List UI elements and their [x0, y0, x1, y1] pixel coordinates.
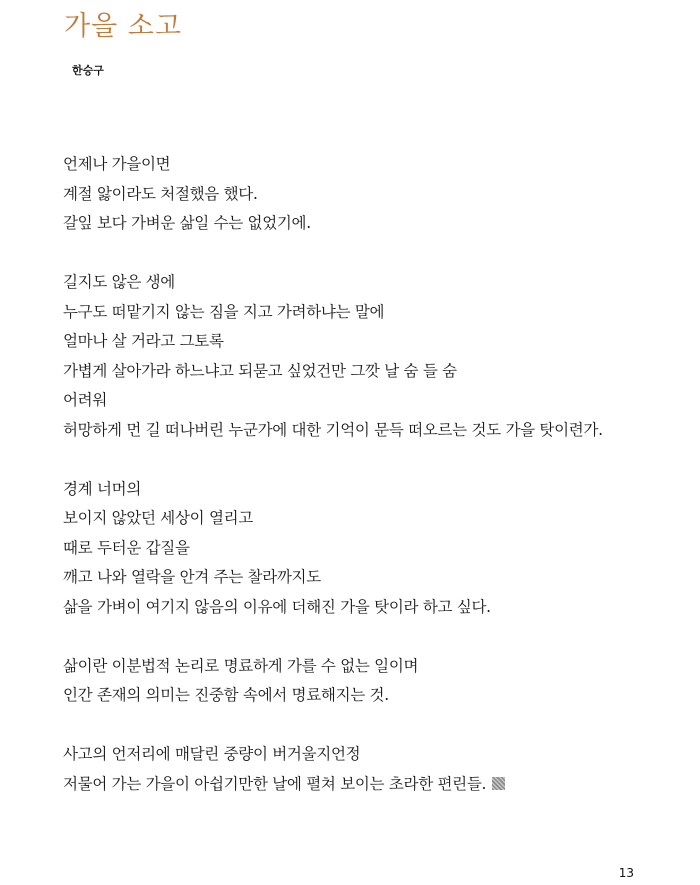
stanza-5: [63, 740, 663, 799]
poem-title: 가을 소고: [64, 11, 182, 42]
end-mark-icon: [492, 777, 505, 790]
stanza-4: [63, 652, 663, 711]
poem-line: 인간 존재의 의미는 진중함 속에서 명료해지는 것.: [63, 686, 389, 704]
poem-line: 허망하게 먼 길 떠나버린 누군가에 대한 기억이 문득 떠오르는 것도 가을 탓이련가.: [63, 420, 603, 439]
stanza-gap: [63, 239, 663, 269]
poem-body: [63, 150, 663, 799]
poem-line: 언제나 가을이면: [63, 155, 171, 173]
poem-line-last: [63, 770, 663, 800]
poem-line: 삶이란 이분법적 논리로 명료하게 가를 수 없는 일이며: [63, 656, 419, 675]
poem-line: 때로 두터운 갑질을: [63, 538, 190, 557]
poem-line: 경계 너머의: [63, 479, 141, 498]
stanza-gap: [63, 711, 663, 741]
stanza-1: [63, 150, 663, 239]
poem-line: 어려워: [63, 391, 108, 409]
poem-line: 갈잎 보다 가벼운 삶일 수는 없었기에.: [63, 214, 311, 232]
stanza-3: [63, 475, 663, 623]
poem-line-text: 저물어 가는 가을이 아쉽기만한 날에 펼쳐 보이는 초라한 편린들.: [63, 774, 487, 793]
author-name: 한승구: [72, 64, 104, 77]
poem-line: 계절 앓이라도 처절했음 했다.: [63, 184, 258, 203]
poem-line: 얼마나 살 거라고 그토록: [63, 332, 224, 350]
stanza-gap: [63, 445, 663, 475]
poem-line: 누구도 떠맡기지 않는 짐을 지고 가려하냐는 말에: [63, 302, 385, 321]
poem-line: 가볍게 살아가라 하느냐고 되묻고 싶었건만 그깟 날 숨 들 숨: [63, 361, 457, 380]
poem-line: 삶을 가벼이 여기지 않음의 이유에 더해진 가을 탓이라 하고 싶다.: [63, 597, 491, 616]
page-number: 13: [618, 866, 634, 880]
stanza-gap: [63, 622, 663, 652]
poem-line: 사고의 언저리에 매달린 중량이 버거울지언정: [63, 745, 361, 763]
poem-line: 보이지 않았던 세상이 열리고: [63, 509, 253, 527]
poem-line: 길지도 않은 생에: [63, 273, 175, 291]
stanza-2: [63, 268, 663, 445]
poem-line: 깨고 나와 열락을 안겨 주는 찰라까지도: [63, 568, 321, 586]
